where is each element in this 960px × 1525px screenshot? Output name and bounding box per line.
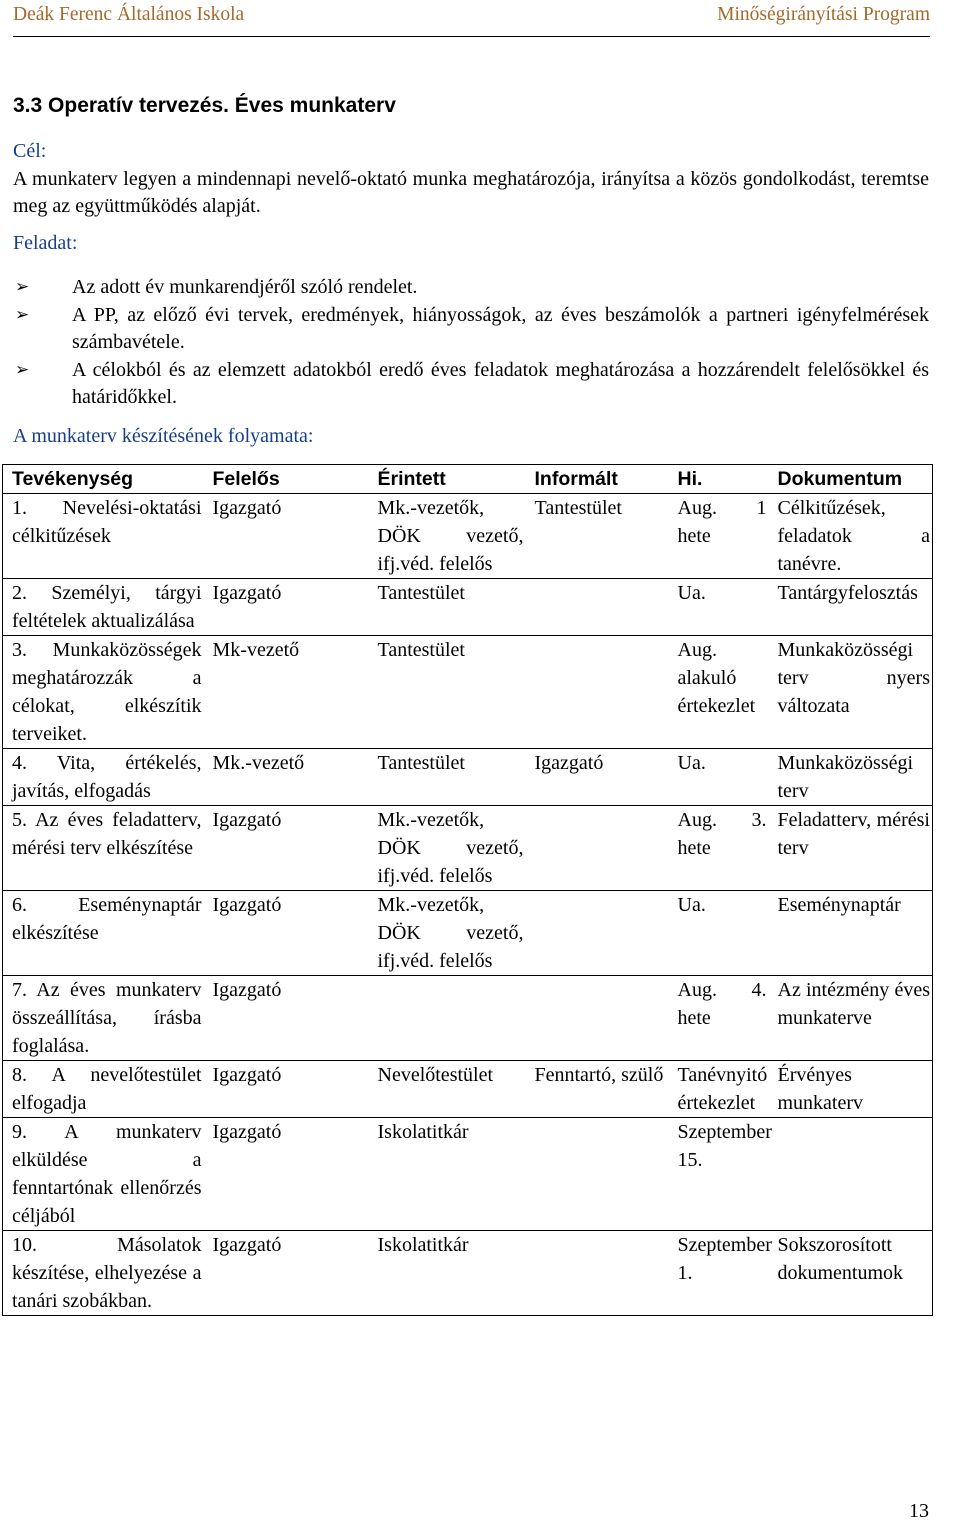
cell-activity: 4. Vita, értékelés, javítás, elfogadás (3, 749, 204, 806)
cell-involved (369, 976, 526, 1061)
table-row (3, 1061, 933, 1118)
cell-involved: Nevelőtestület (369, 1061, 526, 1118)
cell-document: Érvényes munkaterv (769, 1061, 933, 1118)
arrow-bullet-icon: ➢ (15, 277, 30, 297)
cell-involved: Tantestület (369, 579, 526, 636)
cell-document: Sokszorosított dokumentumok (769, 1231, 933, 1316)
cell-informed (526, 976, 669, 1061)
cell-deadline: Aug. 4. hete (669, 976, 769, 1061)
header-program-title: Minőségirányítási Program (717, 4, 930, 25)
cell-responsible: Igazgató (204, 1118, 369, 1231)
cell-informed: Fenntartó, szülő (526, 1061, 669, 1118)
cell-involved: Mk.-vezetők, DÖK vezető, ifj.véd. felelős (369, 806, 526, 891)
task-text: A célokból és az elemzett adatokból eredő éves feladatok meghatározása a hozzárendelt felelősökkel és határidőkkel. (72, 359, 929, 408)
cell-informed (526, 579, 669, 636)
cell-document: Az intézmény éves munkaterve (769, 976, 933, 1061)
cell-involved: Iskolatitkár (369, 1231, 526, 1316)
cell-responsible: Igazgató (204, 1061, 369, 1118)
cell-activity: 5. Az éves feladatterv, mérési terv elkészítése (3, 806, 204, 891)
arrow-bullet-icon: ➢ (15, 360, 30, 380)
cell-responsible: Igazgató (204, 806, 369, 891)
cell-activity: 6. Eseménynaptár elkészítése (3, 891, 204, 976)
cell-document: Feladatterv, mérési terv (769, 806, 933, 891)
cell-document: Célkitűzések, feladatok a tanévre. (769, 494, 933, 579)
cell-responsible: Igazgató (204, 976, 369, 1061)
work-plan-table (2, 464, 933, 1316)
cell-informed (526, 806, 669, 891)
column-header-document: Dokumentum (769, 465, 933, 494)
cell-document: Munkaközösségi terv nyers változata (769, 636, 933, 749)
cell-involved: Mk.-vezetők, DÖK vezető, ifj.véd. felelős (369, 891, 526, 976)
cell-document: Eseménynaptár (769, 891, 933, 976)
column-header-activity: Tevékenység (3, 465, 204, 494)
cell-involved: Iskolatitkár (369, 1118, 526, 1231)
cell-informed (526, 1231, 669, 1316)
arrow-bullet-icon: ➢ (15, 305, 30, 325)
table-row (3, 806, 933, 891)
cell-deadline: Aug. 1 hete (669, 494, 769, 579)
cell-activity: 1. Nevelési-oktatási célkitűzések (3, 494, 204, 579)
cell-informed: Igazgató (526, 749, 669, 806)
cell-activity: 10. Másolatok készítése, elhelyezése a tanári szobákban. (3, 1231, 204, 1316)
cell-activity: 2. Személyi, tárgyi feltételek aktualizálása (3, 579, 204, 636)
cell-activity: 7. Az éves munkaterv összeállítása, írásba foglalása. (3, 976, 204, 1061)
cell-informed (526, 1118, 669, 1231)
table-row (3, 1118, 933, 1231)
cell-activity: 8. A nevelőtestület elfogadja (3, 1061, 204, 1118)
cell-involved: Tantestület (369, 749, 526, 806)
table-row (3, 1231, 933, 1316)
cell-activity: 9. A munkaterv elküldése a fenntartónak ellenőrzés céljából (3, 1118, 204, 1231)
cell-informed (526, 891, 669, 976)
goal-text: A munkaterv legyen a mindennapi nevelő-oktató munka meghatározója, irányítsa a közös gondolkodást, teremtse meg az együttműködés alapját. (13, 168, 929, 217)
task-text: A PP, az előző évi tervek, eredmények, hiányosságok, az éves beszámolók a partneri igényfelmérések számbavétele. (72, 304, 929, 353)
task-text: Az adott év munkarendjéről szóló rendelet. (72, 276, 418, 298)
cell-deadline: Aug. alakuló értekezlet (669, 636, 769, 749)
table-row (3, 891, 933, 976)
cell-responsible: Igazgató (204, 891, 369, 976)
cell-responsible: Igazgató (204, 579, 369, 636)
task-label: Feladat: (13, 232, 78, 254)
cell-deadline: Ua. (669, 749, 769, 806)
column-header-responsible: Felelős (204, 465, 369, 494)
cell-activity: 3. Munkaközösségek meghatározzák a célokat, elkészítik terveiket. (3, 636, 204, 749)
cell-deadline: Ua. (669, 579, 769, 636)
cell-responsible: Mk-vezető (204, 636, 369, 749)
page-header (13, 4, 930, 31)
cell-document: Munkaközösségi terv (769, 749, 933, 806)
table-row (3, 976, 933, 1061)
table-row (3, 749, 933, 806)
cell-involved: Tantestület (369, 636, 526, 749)
page-number: 13 (909, 1500, 929, 1522)
header-school-name: Deák Ferenc Általános Iskola (13, 4, 245, 25)
cell-responsible: Mk.-vezető (204, 749, 369, 806)
cell-responsible: Igazgató (204, 1231, 369, 1316)
cell-deadline: Szeptember 15. (669, 1118, 769, 1231)
cell-document (769, 1118, 933, 1231)
cell-deadline: Szeptember 1. (669, 1231, 769, 1316)
cell-responsible: Igazgató (204, 494, 369, 579)
cell-deadline: Tanévnyitó értekezlet (669, 1061, 769, 1118)
header-divider (13, 36, 930, 37)
cell-document: Tantárgyfelosztás (769, 579, 933, 636)
table-row (3, 579, 933, 636)
table-row (3, 494, 933, 579)
cell-deadline: Ua. (669, 891, 769, 976)
cell-involved: Mk.-vezetők, DÖK vezető, ifj.véd. felelős (369, 494, 526, 579)
column-header-involved: Érintett (369, 465, 526, 494)
table-header-row (3, 465, 933, 494)
section-heading: 3.3 Operatív tervezés. Éves munkaterv (13, 94, 396, 117)
goal-label: Cél: (13, 140, 47, 162)
column-header-deadline: Hi. (669, 465, 769, 494)
column-header-informed: Informált (526, 465, 669, 494)
process-label: A munkaterv készítésének folyamata: (13, 425, 314, 447)
table-row (3, 636, 933, 749)
cell-deadline: Aug. 3. hete (669, 806, 769, 891)
cell-informed (526, 636, 669, 749)
cell-informed: Tantestület (526, 494, 669, 579)
